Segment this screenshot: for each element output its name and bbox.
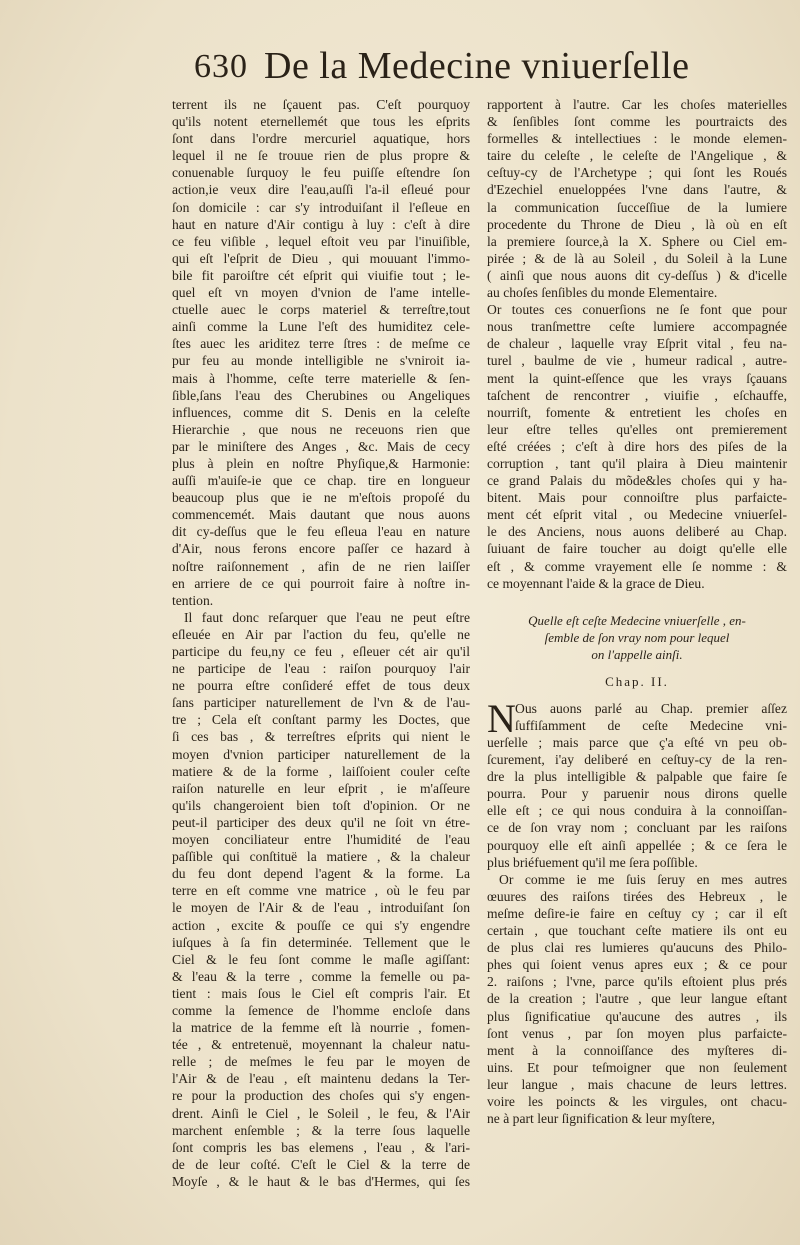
- text-line: commencemét. Mais dautant que nous auons: [172, 507, 470, 523]
- text-line: de plus clai res lumieres qu'aucuns des Philo-: [487, 940, 787, 956]
- text-line: ſont dans l'ordre mercuriel aquatique, hors: [172, 131, 470, 147]
- text-line: re pour la production des choſes qui s'y engen-: [172, 1088, 470, 1104]
- text-line: procedente du Throne de Dieu , là où en eſt: [487, 216, 787, 232]
- text-line: ce grand Palais du mõde&les choſes qui y ha-: [487, 473, 787, 489]
- text-line: lequel il ne ſe trouue rien de plus propre &: [172, 148, 470, 164]
- text-line: ne pourra eſtre conſideré effet de tous deux: [172, 678, 470, 694]
- text-line: ne participe de l'eau : raiſon pourquoy l'air: [172, 661, 470, 677]
- text-line: action , excite & pouſſe ce qui s'y engendre: [172, 917, 470, 933]
- text-line: ſont venus , par ſon moyen plus parfaicte-: [487, 1025, 787, 1041]
- text-line: ce feu viſible , lequel eſtoit veu par l'inuiſible,: [172, 233, 470, 249]
- text-line: ainſi comme la Lune l'eſt des humiditez cele-: [172, 319, 470, 335]
- text-line: beaucoup plus que ie ne m'eſtois propoſé du: [172, 490, 470, 506]
- text-line: eſté créées ; c'eſt à dire hors des piſes de la: [487, 438, 787, 454]
- text-line: ſans participer naturellement de l'vn & de l'au-: [172, 695, 470, 711]
- text-line: tée , & entretenuë, moyennant la chaleur natu-: [172, 1037, 470, 1053]
- text-line: dit cy-deſſus que le feu eſleua l'eau en nature: [172, 524, 470, 540]
- text-line: voire les poincts & les virgules, ont chacu-: [487, 1093, 787, 1109]
- text-line: auſſi m'auiſe-ie que ce chap. tire en longueur: [172, 473, 470, 489]
- text-line: matiere & de la forme , laiſſoient couler ceſte: [172, 763, 470, 779]
- text-line: au choſes ſenſibles du monde Elementaire.: [487, 285, 718, 301]
- text-line: marchent enſemble ; & la terre ſous laquelle: [172, 1122, 470, 1138]
- text-line: raiſon naturelle en leur eſprit , ie m'aſſeure: [172, 780, 470, 796]
- text-line: ſont compris les bas elemens , l'eau , & l'ari-: [172, 1139, 470, 1155]
- text-line: Or comme ie me ſuis ſeruy en mes autres: [499, 871, 787, 887]
- text-line: ment à la connoiſſance des myſteres di-: [487, 1042, 787, 1058]
- text-line: nourriſt, fomente & entretient les choſes en: [487, 404, 787, 420]
- text-line: taire du celeſte , le celeſte de l'Angelique , &: [487, 148, 787, 164]
- text-line: nous tranſmettre ceſte lumiere accompagnée: [487, 319, 787, 335]
- text-line: drent. Ainſi le Ciel , le Soleil , le feu, & l'Air: [172, 1105, 470, 1121]
- text-line: l'Air & de l'eau , eſt maintenu dedans la Ter-: [172, 1071, 470, 1087]
- text-line: uins. Et pour teſmoigner que non ſeulement: [487, 1059, 787, 1075]
- text-line: 2. raiſons ; l'vne, parce qu'ils eſtoient plus prés: [487, 974, 787, 990]
- text-line: turel , baulme de vie , humeur radical , autre-: [487, 353, 787, 369]
- text-line: terrent ils ne ſçauent pas. C'eſt pourquoy: [172, 97, 470, 112]
- text-line: dre la plus intelligible & palpable que faire ſe: [487, 769, 787, 785]
- text-line: ne à part leur ſignification & leur myſtere,: [487, 1111, 715, 1127]
- text-line: plus briéfuement qu'il me ſera poſſible.: [487, 854, 698, 870]
- text-line: bitent. Mais pour connoiſtre plus parfaicte-: [487, 490, 787, 506]
- text-line: la communication ſucceſſiue de la lumiere: [487, 199, 787, 215]
- text-line: iuſques à ſa fin determinée. Tellement que le: [172, 934, 470, 950]
- text-line: ce moyennant l'aide & la grace de Dieu.: [487, 575, 705, 591]
- text-line: qu'ils changeroient bien toſt d'opinion. Or ne: [172, 797, 470, 813]
- text-line: relle ; de meſmes le feu par le moyen de: [172, 1054, 470, 1070]
- text-line: formelles & intellectiues : le monde elemen-: [487, 131, 787, 147]
- text-line: ſuiuant de faire toucher au doigt qu'elle elle: [487, 541, 787, 557]
- text-line: ſi ces bas , & terreſtres eſprits qui nient le: [172, 729, 470, 745]
- running-title: De la Medecine vniuerſelle: [264, 45, 690, 87]
- text-line: & l'eau & la terre , comme la femelle ou pa-: [172, 968, 470, 984]
- text-line: la matrice de la femme eſt là nourrie , fomen-: [172, 1020, 470, 1036]
- text-line: ment la quint-eſſence que les vrays ſçauans: [487, 370, 787, 386]
- text-line: action,ie veux dire l'eau,auſſi l'a-il eſleué pour: [172, 182, 470, 198]
- text-line: tention.: [172, 592, 214, 608]
- left-column: [172, 96, 470, 1190]
- text-line: ſcurement, i'ay deliberé en ceſtuy-cy de la ren-: [487, 752, 787, 768]
- text-line: meſme deſire-ie faire en ceſtuy cy ; car il eſt: [487, 905, 787, 921]
- text-line: tre ; Cela eſt conſtant parmy les Doctes, que: [172, 712, 470, 728]
- right-column-top-text: [487, 96, 787, 592]
- text-line: quel eſt vn moyen d'vnion de l'ame intelle-: [172, 285, 470, 301]
- text-line: elle eſt ; ce qui nous conduira à la connoiſſan-: [487, 803, 787, 819]
- text-line: terre en eſt comme vne matrice , où le feu par: [172, 883, 470, 899]
- text-line: de de leur coſté. C'eſt le Ciel & la terre de: [172, 1156, 470, 1172]
- text-line: ſtes auec les ariditez terre ſtres : de meſme ce: [172, 336, 470, 352]
- text-line: uerſelle ; mais parce que ç'a eſté vn peu ob-: [487, 735, 787, 750]
- text-line: eſleuée en Air par l'action du feu, qu'elle ne: [172, 626, 470, 642]
- chapter-body: [487, 695, 787, 1127]
- text-line: œuures des raiſons tirées des Hebreux , le: [487, 888, 787, 904]
- chapter-heading: Chap. II.: [605, 673, 669, 689]
- text-line: pourra. Pour y paruenir nous dirons quelle: [487, 786, 787, 802]
- text-line: qui eſt l'eſprit de Dieu , qui mouuant l'immo-: [172, 250, 470, 266]
- text-line: ce de ſon vray nom ; concluant par les raiſons: [487, 820, 787, 836]
- text-line: rapportent à l'autre. Car les choſes materielles: [487, 97, 787, 112]
- text-line: d'Air, nous ferons encore paſſer ce hazard à: [172, 541, 470, 557]
- text-line: plus ſignificatiue qu'aucune des autres , ils: [487, 1008, 787, 1024]
- text-line: conuenable ſurquoy le feu puiſſe eſtendre ſon: [172, 165, 470, 181]
- section-title-line: ſemble de ſon vray nom pour lequel: [544, 629, 730, 645]
- text-line: ſible,ſans l'eau des Cherubines ou Angeliques: [172, 387, 470, 403]
- text-line: mais à l'homme, ceſte terre materielle & ſen-: [172, 370, 470, 386]
- text-line: moyen d'vnion participer naturellement de la: [172, 746, 470, 762]
- text-line: le des Anciens, nous auons deliberé au Chap.: [487, 524, 787, 540]
- text-line: taſchent de rencontrer , viuifie , eſchauffe,: [487, 387, 787, 403]
- text-line: la premiere ſource,à la X. Sphere ou Ciel em-: [487, 233, 787, 249]
- text-line: pur feu au monde intelligible ne s'vniroit ia-: [172, 353, 470, 369]
- text-line: leur eſtre telles qu'elles ont premierement: [487, 421, 787, 437]
- text-line: en arriere de ce qui pourroit faire à noſtre in-: [172, 575, 470, 591]
- section-title-line: Quelle eſt ceſte Medecine vniuerſelle , en-: [528, 612, 746, 628]
- text-line: de la creation ; l'autre , que leur langue eſtant: [487, 991, 787, 1007]
- text-line: comme la ſemence de l'homme encloſe dans: [172, 1002, 470, 1018]
- text-line: haut en nature d'Air contigu à luy : c'eſt à dire: [172, 216, 470, 232]
- chapter-body-text: [487, 695, 787, 1127]
- text-line: Ciel & le feu ſont comme le maſle agiſſant:: [172, 951, 470, 967]
- text-line: ſuffiſamment de ceſte Medecine vni-: [515, 717, 787, 733]
- text-line: plus à plein en noſtre Phyſique,& Harmonie:: [172, 455, 470, 471]
- right-column: [487, 96, 787, 1127]
- chapter-summary-title: [487, 612, 787, 663]
- text-line: Moyſe , & le haut & le bas d'Hermes, qui ſes: [172, 1173, 470, 1189]
- page-header: [194, 44, 760, 92]
- text-line: Ous auons parlé au Chap. premier aſſez: [515, 700, 787, 716]
- text-line: qu'ils notent eternellemét que tous les eſprits: [172, 114, 470, 130]
- text-line: du feu dont depend l'agent & la forme. La: [172, 866, 470, 882]
- text-line: tient : mais ſous le Ciel eſt compris l'air. Et: [172, 985, 470, 1001]
- page-number: 630: [194, 48, 248, 85]
- text-line: participe du feu,ny ce feu , eſleuer cét air qu'il: [172, 644, 470, 659]
- text-line: pourquoy elle eſt ainſi appellée ; & ce ſera le: [487, 837, 787, 853]
- text-line: moyen conciliateur entre l'humidité de l'eau: [172, 832, 470, 848]
- text-line: peut-il participer des deux qu'il ne ſoit vn étre-: [172, 814, 470, 830]
- text-line: Il faut donc reſarquer que l'eau ne peut eſtre: [184, 609, 470, 625]
- text-line: corruption , tant qu'il plaira à Dieu maintenir: [487, 455, 787, 471]
- text-line: le moyen de l'Air & de l'eau , introduiſant ſon: [172, 900, 470, 916]
- text-line: & ſenſibles ſont comme les pourtraicts des: [487, 114, 787, 130]
- text-line: leur langue , mais chacune de leurs lettres.: [487, 1076, 787, 1092]
- text-line: ( ainſi que nous auons dit cy-deſſus ) & d'icelle: [487, 267, 787, 283]
- text-line: paſſible qui conſtituë la matiere , & la chaleur: [172, 849, 470, 865]
- text-line: d'Ezechiel enueloppées l'vne dans l'autre, &: [487, 182, 787, 198]
- text-line: par le miniſtere des Anges , &c. Mais de cecy: [172, 438, 470, 454]
- text-line: ſon domicile : car s'y introduiſant il l'eſleue en: [172, 199, 470, 215]
- text-line: influences, comme dit S. Denis en la celeſte: [172, 404, 470, 420]
- section-title-line: on l'appelle ainſi.: [591, 646, 683, 662]
- text-line: noſtre raiſonnement , afin de ne rien laiſſer: [172, 558, 470, 574]
- text-line: ctuelle auec le corps materiel & terreſtre,tout: [172, 302, 470, 318]
- text-line: eſt , & comme vrayement elle ſe nomme : &: [487, 558, 787, 574]
- text-line: pirée ; & de là au Soleil , du Soleil à la Lune: [487, 250, 787, 266]
- text-line: Hierarchie , que nous ne receuons rien que: [172, 421, 470, 437]
- text-line: ceſtuy-cy de l'Archetype ; qui ſont les Roués: [487, 165, 787, 181]
- text-line: certain , que touchant ceſte matiere ils ont eu: [487, 923, 787, 939]
- drop-cap: N: [487, 695, 516, 741]
- text-line: bile fit paroiſtre cét eſprit qui viuifie tout ; le-: [172, 267, 470, 283]
- text-line: Or toutes ces conuerſions ne ſe font que pour: [487, 302, 787, 318]
- text-line: phes qui ſoient venus apres eux ; & ce pour: [487, 957, 787, 973]
- text-line: ment cét eſprit vital , ou Medecine vniuerſel-: [487, 507, 787, 523]
- text-line: de chaleur , laquelle vray Eſprit vital , feu na-: [487, 336, 787, 352]
